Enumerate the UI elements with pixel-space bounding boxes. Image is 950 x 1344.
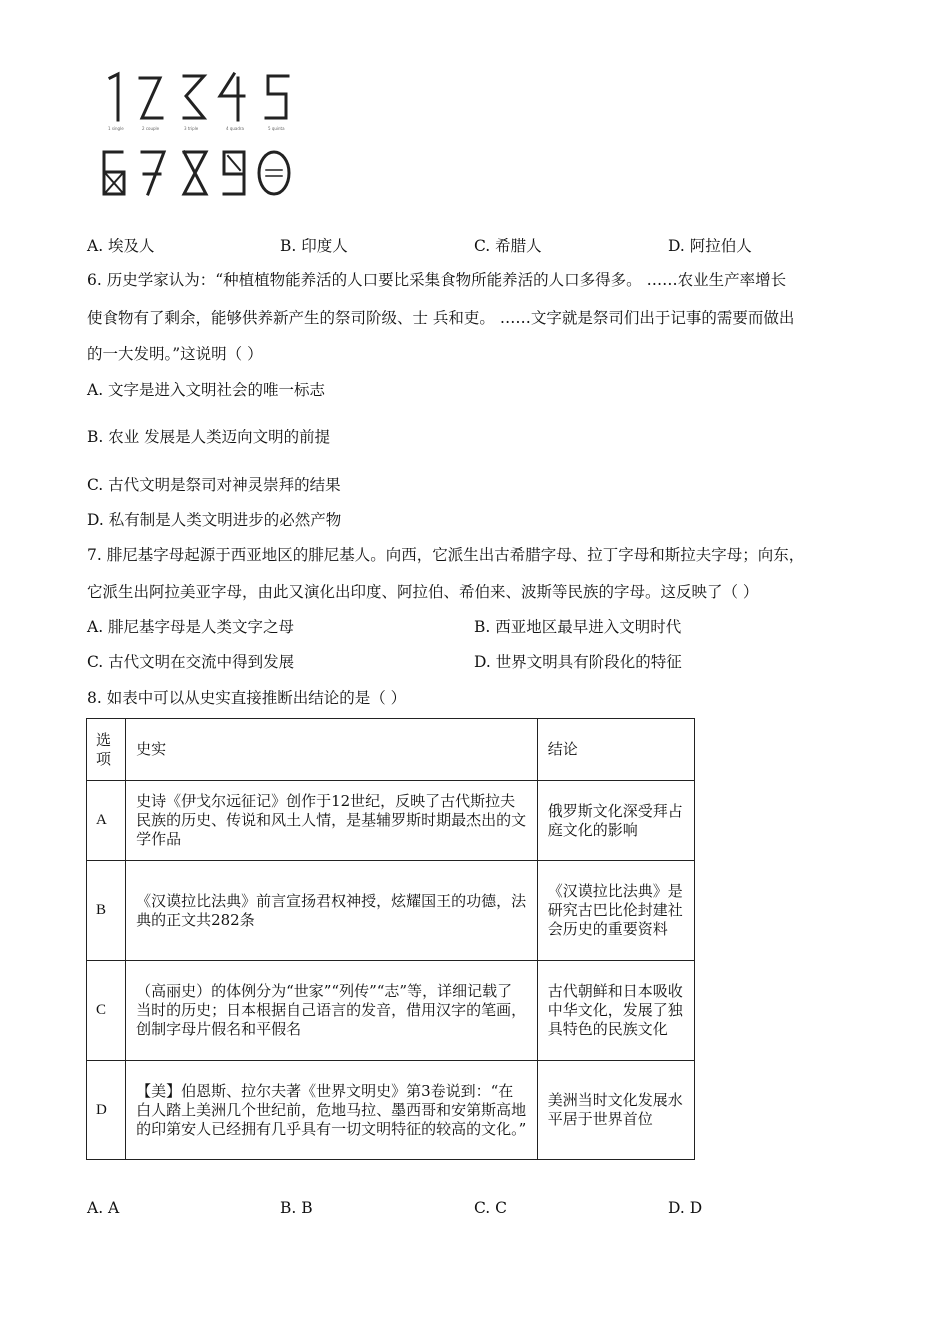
q6-option-d[interactable]: D. 私有制是人类文明进步的必然产物 xyxy=(87,511,342,529)
q6-option-c[interactable]: C. 古代文明是祭司对神灵崇拜的结果 xyxy=(87,476,341,494)
svg-text:5 quinta: 5 quinta xyxy=(268,126,285,131)
q7-stem-line-2: 它派生出阿拉美亚字母，由此又演化出印度、阿拉伯、希伯来、波斯等民族的字母。这反映了（ ） xyxy=(87,583,759,601)
q8-option-c[interactable]: C. C xyxy=(474,1199,508,1217)
q5-option-b[interactable]: B. 印度人 xyxy=(280,237,348,255)
q8-stem: 8. 如表中可以从史实直接推断出结论的是（ ） xyxy=(87,689,407,707)
numeral-6-glyph xyxy=(104,152,124,194)
svg-text:4 quadra: 4 quadra xyxy=(226,126,244,131)
row-option: B xyxy=(87,861,126,961)
table-row xyxy=(87,961,695,1061)
table-row xyxy=(87,1061,695,1160)
numeral-4-glyph xyxy=(220,74,244,120)
q8-option-a[interactable]: A. A xyxy=(87,1199,120,1217)
numeral-1-glyph xyxy=(110,74,118,120)
row-conclusion: 《汉谟拉比法典》是研究古巴比伦封建社会历史的重要资料 xyxy=(537,861,694,961)
header-fact: 史实 xyxy=(126,719,538,781)
q7-option-d[interactable]: D. 世界文明具有阶段化的特征 xyxy=(474,653,682,671)
row-fact: 史诗《伊戈尔远征记》创作于12世纪，反映了古代斯拉夫民族的历史、传说和风土人情，是基辅罗斯时期最杰出的文学作品 xyxy=(126,781,538,861)
row-option: C xyxy=(87,961,126,1061)
numeral-7-glyph xyxy=(142,152,164,194)
row-conclusion: 美洲当时文化发展水平居于世界首位 xyxy=(537,1061,694,1160)
row-fact: 《汉谟拉比法典》前言宣扬君权神授，炫耀国王的功德，法典的正文共282条 xyxy=(126,861,538,961)
table-row xyxy=(87,861,695,961)
header-option: 选项 xyxy=(87,719,126,781)
q5-option-c[interactable]: C. 希腊人 xyxy=(474,237,542,255)
svg-text:1 single: 1 single xyxy=(108,126,124,131)
numeral-3-glyph xyxy=(184,76,204,118)
q7-stem-line-1: 7. 腓尼基字母起源于西亚地区的腓尼基人。向西，它派生出古希腊字母、拉丁字母和斯拉夫字母；向东， xyxy=(87,546,805,564)
row-option: D xyxy=(87,1061,126,1160)
numeral-5-glyph xyxy=(266,76,288,118)
numeral-2-glyph xyxy=(140,78,162,118)
row-fact: （高丽史）的体例分为“世家”“列传”“志”等，详细记载了当时的历史；日本根据自己语言的发音，借用汉字的笔画，创制字母片假名和平假名 xyxy=(126,961,538,1061)
q8-table xyxy=(86,718,695,1160)
header-conclusion: 结论 xyxy=(537,719,694,781)
table-header-row xyxy=(87,719,695,781)
row-conclusion: 俄罗斯文化深受拜占庭文化的影响 xyxy=(537,781,694,861)
q5-option-d[interactable]: D. 阿拉伯人 xyxy=(668,237,752,255)
row-option: A xyxy=(87,781,126,861)
q6-stem-line-2: 使食物有了剩余，能够供养新产生的祭司阶级、士 兵和吏。 ……文字就是祭司们出于记事的需要而做出 xyxy=(87,309,795,327)
q8-option-d[interactable]: D. D xyxy=(668,1199,703,1217)
q6-stem-line-3: 的一大发明。”这说明（ ） xyxy=(87,345,263,363)
q6-option-b[interactable]: B. 农业 发展是人类迈向文明的前提 xyxy=(87,428,331,446)
q5-option-a[interactable]: A. 埃及人 xyxy=(87,237,155,255)
q6-option-a[interactable]: A. 文字是进入文明社会的唯一标志 xyxy=(87,381,326,399)
q7-option-b[interactable]: B. 西亚地区最早进入文明时代 xyxy=(474,618,682,636)
numerals-figure xyxy=(98,70,298,200)
row-conclusion: 古代朝鲜和日本吸收中华文化，发展了独具特色的民族文化 xyxy=(537,961,694,1061)
numeral-0-glyph xyxy=(259,152,289,194)
q7-option-a[interactable]: A. 腓尼基字母是人类文字之母 xyxy=(87,618,295,636)
q8-option-b[interactable]: B. B xyxy=(280,1199,313,1217)
numeral-9-glyph xyxy=(224,152,244,194)
q6-stem-line-1: 6. 历史学家认为：“种植植物能养活的人口要比采集食物所能养活的人口多得多。 ……农业生产率增长 xyxy=(87,271,787,289)
svg-text:2 couple: 2 couple xyxy=(142,126,160,131)
row-fact: 【美】伯恩斯、拉尔夫著《世界文明史》第3卷说到：“在白人踏上美洲几个世纪前，危地马拉、墨西哥和安第斯高地的印第安人已经拥有几乎具有一切文明特征的较高的文化。” xyxy=(126,1061,538,1160)
table-row xyxy=(87,781,695,861)
q7-option-c[interactable]: C. 古代文明在交流中得到发展 xyxy=(87,653,295,671)
svg-text:3 triple: 3 triple xyxy=(184,126,199,131)
numeral-8-glyph xyxy=(184,152,206,194)
